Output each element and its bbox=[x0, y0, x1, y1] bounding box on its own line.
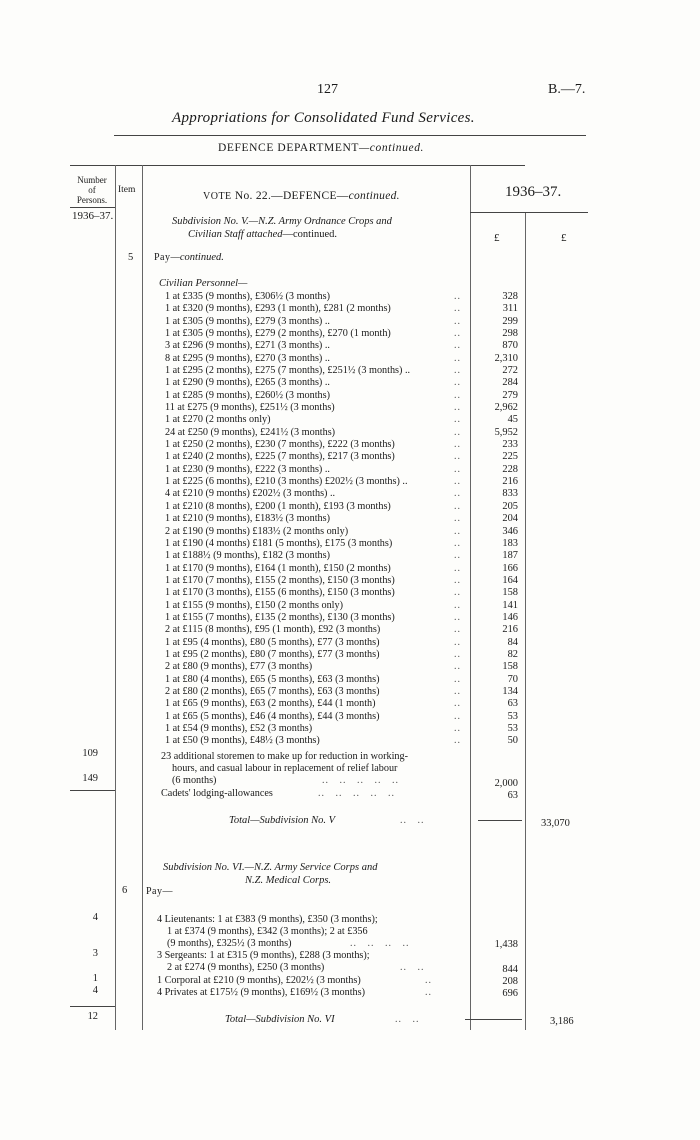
personnel-line: 2 at £80 (2 months), £65 (7 months), £63 (3 months) bbox=[165, 685, 380, 697]
leader-dots: .. bbox=[454, 389, 461, 401]
leader-dots: .. bbox=[454, 735, 461, 747]
persons-header-line: Number bbox=[77, 175, 107, 185]
persons-total-rule bbox=[70, 1006, 115, 1007]
subdivision-v-heading-italic: Civilian Staff attached bbox=[188, 229, 283, 240]
leader-dots: .. bbox=[454, 315, 461, 327]
subdivision-v-total-label: Total—Subdivision No. V bbox=[229, 815, 336, 826]
personnel-line: 1 at £320 (9 months), £293 (1 month), £281 (2 months) bbox=[165, 303, 391, 315]
personnel-amount: 328 bbox=[502, 291, 518, 302]
personnel-amount: 299 bbox=[502, 315, 518, 327]
leader-dots: .. bbox=[454, 550, 461, 562]
personnel-amount: 298 bbox=[502, 328, 518, 339]
leader-dots: .. bbox=[454, 352, 461, 364]
page-title: Appropriations for Consolidated Fund Services. bbox=[172, 110, 475, 126]
personnel-line: 1 at £285 (9 months), £260½ (3 months) bbox=[165, 389, 330, 401]
department-name: DEFENCE DEPARTMENT bbox=[218, 142, 359, 154]
personnel-amount: 233 bbox=[502, 439, 518, 451]
leader-dots: .. bbox=[454, 611, 461, 623]
personnel-line: 1 at £155 (7 months), £135 (2 months), £130 (3 months) bbox=[165, 611, 395, 623]
cadets-allowance-line: Cadets' lodging-allowances bbox=[161, 788, 273, 799]
leader-dots: .. bbox=[454, 439, 461, 451]
personnel-amount: 2,310 bbox=[494, 352, 518, 364]
persons-count: 4 bbox=[92, 985, 98, 996]
leader-dots: .. bbox=[454, 698, 461, 710]
personnel-line: 1 at £240 (2 months), £225 (7 months), £217 (3 months) bbox=[165, 451, 395, 463]
personnel-amount: 134 bbox=[502, 685, 518, 697]
leader-dots: .. bbox=[454, 722, 461, 734]
leader-dots: .. bbox=[454, 661, 461, 673]
leader-dots: .. bbox=[454, 537, 461, 549]
personnel-line: 1 at £80 (4 months), £65 (5 months), £63 (3 months) bbox=[165, 673, 380, 685]
personnel-amount: 164 bbox=[502, 574, 518, 586]
pound-column-2: £ bbox=[561, 232, 567, 244]
document-reference: B.—7. bbox=[548, 82, 586, 97]
personnel-line: 1 at £190 (4 months) £181 (5 months), £175 (3 months) bbox=[165, 537, 393, 549]
personnel-line: 24 at £250 (9 months), £241½ (3 months) bbox=[165, 426, 336, 438]
subdivision-vi-heading-line2: N.Z. Medical Corps. bbox=[245, 875, 332, 886]
personnel-line: 1 at £270 (2 months only) bbox=[165, 414, 271, 426]
personnel-amount: 84 bbox=[507, 636, 518, 648]
amount-column-left-border bbox=[470, 165, 471, 1030]
personnel-amount: 53 bbox=[507, 722, 518, 734]
persons-header-line: Persons. bbox=[76, 195, 108, 205]
leader-dots: .. bbox=[454, 587, 461, 599]
personnel-line: 1 at £95 (2 months), £80 (7 months), £77 (3 months) bbox=[165, 648, 380, 660]
lieutenants-line: 4 Lieutenants: 1 at £383 (9 months), £350 (3 months); bbox=[157, 914, 378, 925]
persons-column-border bbox=[115, 165, 116, 1030]
personnel-line: 1 at £95 (4 months), £80 (5 months), £77 (3 months) bbox=[165, 636, 380, 648]
subdivision-v-total: 33,070 bbox=[541, 818, 570, 829]
personnel-amount: 870 bbox=[502, 340, 518, 352]
personnel-amount: 228 bbox=[502, 463, 518, 475]
subdivision-vi-total-label: Total—Subdivision No. VI bbox=[225, 1014, 335, 1025]
privates-amount: 696 bbox=[502, 988, 518, 999]
personnel-line: 1 at £305 (9 months), £279 (2 months), £270 (1 month) bbox=[165, 328, 391, 339]
personnel-line: 1 at £65 (5 months), £46 (4 months), £44 (3 months) bbox=[165, 710, 380, 722]
item-column-border bbox=[142, 165, 143, 1030]
leader-dots: .. bbox=[454, 365, 461, 376]
item-column-header: Item bbox=[118, 185, 136, 195]
persons-count: 4 bbox=[92, 912, 98, 923]
personnel-amount: 225 bbox=[502, 451, 518, 463]
personnel-amount: 50 bbox=[507, 735, 518, 747]
pay-continued: —continued. bbox=[170, 252, 224, 263]
leader-dots: .. bbox=[454, 500, 461, 512]
personnel-line: 1 at £335 (9 months), £306½ (3 months) bbox=[165, 291, 330, 302]
leader-dots: .. bbox=[454, 685, 461, 697]
personnel-amount: 346 bbox=[502, 525, 518, 537]
personnel-amount: 166 bbox=[502, 562, 518, 574]
personnel-line: 1 at £230 (9 months), £222 (3 months) .. bbox=[165, 463, 330, 475]
item-number: 5 bbox=[128, 252, 134, 263]
personnel-amount: 284 bbox=[502, 377, 518, 389]
personnel-line: 1 at £210 (8 months), £200 (1 month), £193 (3 months) bbox=[165, 500, 391, 512]
leader-dots: .. .. .. .. .. bbox=[318, 788, 395, 799]
amount-column-middle-border bbox=[525, 212, 526, 1030]
leader-dots: .. bbox=[454, 513, 461, 525]
sergeants-line: 3 Sergeants: 1 at £315 (9 months), £288 (3 months); bbox=[157, 950, 370, 961]
personnel-amount: 279 bbox=[502, 389, 518, 401]
corporal-amount: 208 bbox=[502, 976, 518, 987]
personnel-line: 2 at £115 (8 months), £95 (1 month), £92 (3 months) bbox=[165, 624, 381, 636]
sergeants-amount: 844 bbox=[502, 964, 518, 975]
personnel-line: 8 at £295 (9 months), £270 (3 months) .. bbox=[165, 352, 330, 364]
lieutenants-line: (9 months), £325½ (3 months) bbox=[167, 938, 292, 949]
lieutenants-amount: 1,438 bbox=[494, 939, 518, 950]
personnel-line: 1 at £170 (3 months), £155 (6 months), £150 (3 months) bbox=[165, 587, 395, 599]
lieutenants-line: 1 at £374 (9 months), £342 (3 months); 2 at £356 bbox=[167, 926, 368, 937]
vote-prefix: VOTE bbox=[203, 191, 232, 202]
personnel-amount: 45 bbox=[507, 414, 518, 426]
leader-dots: .. bbox=[454, 451, 461, 463]
storemen-amount: 2,000 bbox=[494, 778, 518, 789]
personnel-amount: 183 bbox=[502, 537, 518, 549]
personnel-line: 1 at £250 (2 months), £230 (7 months), £222 (3 months) bbox=[165, 439, 395, 451]
storemen-line: (6 months) bbox=[172, 775, 217, 786]
civilian-personnel-heading: Civilian Personnel— bbox=[159, 278, 248, 289]
pay-heading bbox=[154, 252, 224, 263]
subtotal-rule bbox=[478, 820, 522, 821]
leader-dots: .. bbox=[454, 414, 461, 426]
privates-line: 4 Privates at £175½ (9 months), £169½ (3 months) bbox=[157, 987, 365, 998]
personnel-line: 11 at £275 (9 months), £251½ (3 months) bbox=[165, 402, 335, 414]
persons-total-rule bbox=[70, 790, 115, 791]
leader-dots: .. bbox=[454, 340, 461, 352]
personnel-amount: 216 bbox=[502, 624, 518, 636]
personnel-amount: 158 bbox=[502, 661, 518, 673]
personnel-amount: 187 bbox=[502, 550, 518, 562]
vote-main: No. 22.—DEFENCE— bbox=[234, 190, 349, 202]
personnel-amount: 311 bbox=[502, 303, 518, 315]
persons-total: 149 bbox=[82, 773, 98, 784]
subdivision-vi-total: 3,186 bbox=[550, 1016, 574, 1027]
cadets-amount: 63 bbox=[507, 790, 518, 801]
personnel-line: 2 at £80 (9 months), £77 (3 months) bbox=[165, 661, 313, 673]
leader-dots: .. bbox=[454, 463, 461, 475]
subdivision-v-heading-continued: —continued. bbox=[282, 229, 338, 240]
personnel-line: 1 at £170 (7 months), £155 (2 months), £150 (3 months) bbox=[165, 574, 395, 586]
personnel-line: 1 at £290 (9 months), £265 (3 months) .. bbox=[165, 377, 330, 389]
leader-dots: .. bbox=[454, 636, 461, 648]
leader-dots: .. bbox=[454, 525, 461, 537]
personnel-amount: 63 bbox=[507, 698, 518, 710]
persons-count: 1 bbox=[92, 973, 98, 984]
storemen-line: hours, and casual labour in replacement of relief labour bbox=[172, 763, 398, 774]
personnel-amount: 272 bbox=[502, 365, 518, 376]
personnel-line: 1 at £210 (9 months), £183½ (3 months) bbox=[165, 513, 330, 525]
storemen-line: 23 additional storemen to make up for reduction in working- bbox=[161, 751, 408, 762]
item-number: 6 bbox=[122, 885, 128, 896]
leader-dots: .. bbox=[454, 328, 461, 339]
amount-header-rule bbox=[470, 212, 588, 213]
personnel-amount: 70 bbox=[507, 673, 518, 685]
leader-dots: .. bbox=[454, 710, 461, 722]
personnel-amount: 53 bbox=[507, 710, 518, 722]
personnel-line: 1 at £65 (9 months), £63 (2 months), £44 (1 month) bbox=[165, 698, 376, 710]
persons-column-header bbox=[70, 175, 114, 205]
personnel-amount: 5,952 bbox=[494, 426, 518, 438]
leader-dots: .. bbox=[454, 648, 461, 660]
leader-dots: .. .. bbox=[400, 815, 425, 826]
persons-header-line: of bbox=[88, 185, 96, 195]
personnel-line: 2 at £190 (9 months) £183½ (2 months only) bbox=[165, 525, 349, 537]
subtotal-rule bbox=[465, 1019, 522, 1020]
personnel-amount: 82 bbox=[507, 648, 518, 660]
subdivision-v-heading-line2 bbox=[188, 229, 337, 240]
leader-dots: .. bbox=[454, 476, 461, 488]
personnel-amount: 158 bbox=[502, 587, 518, 599]
department-continued: —continued. bbox=[358, 142, 425, 154]
pay-label: Pay bbox=[154, 252, 171, 263]
persons-count: 3 bbox=[92, 948, 98, 959]
personnel-line: 1 at £155 (9 months), £150 (2 months only) bbox=[165, 599, 343, 611]
leader-dots: .. bbox=[425, 975, 432, 986]
corporal-line: 1 Corporal at £210 (9 months), £202½ (3 months) bbox=[157, 975, 361, 986]
leader-dots: .. bbox=[454, 303, 461, 315]
year-column-header: 1936–37. bbox=[505, 184, 562, 200]
leader-dots: .. .. .. .. .. bbox=[322, 775, 399, 786]
subdivision-vi-heading: Subdivision No. VI.—N.Z. Army Service Corps and bbox=[163, 862, 378, 873]
vote-continued: continued. bbox=[348, 190, 400, 202]
leader-dots: .. bbox=[454, 488, 461, 500]
sergeants-line: 2 at £274 (9 months), £250 (3 months) bbox=[167, 962, 325, 973]
personnel-amount: 833 bbox=[502, 488, 518, 500]
leader-dots: .. bbox=[454, 377, 461, 389]
department-heading bbox=[218, 142, 424, 154]
personnel-line: 1 at £305 (9 months), £279 (3 months) .. bbox=[165, 315, 330, 327]
personnel-amount: 2,962 bbox=[494, 402, 518, 414]
leader-dots: .. .. .. .. bbox=[350, 938, 410, 949]
leader-dots: .. bbox=[454, 673, 461, 685]
personnel-amount: 205 bbox=[502, 500, 518, 512]
persons-header-rule bbox=[70, 207, 115, 208]
table-top-rule bbox=[70, 165, 525, 166]
personnel-line: 1 at £295 (2 months), £275 (7 months), £251½ (3 months) .. bbox=[165, 365, 411, 376]
leader-dots: .. bbox=[454, 291, 461, 302]
leader-dots: .. .. bbox=[395, 1014, 420, 1025]
persons-total: 12 bbox=[87, 1011, 98, 1022]
leader-dots: .. bbox=[425, 987, 432, 998]
personnel-line: 1 at £225 (6 months), £210 (3 months) £202½ (3 months) .. bbox=[165, 476, 408, 488]
vote-heading bbox=[203, 190, 400, 202]
personnel-amount: 146 bbox=[502, 611, 518, 623]
personnel-amount: 204 bbox=[502, 513, 518, 525]
persons-year-label: 1936–37. bbox=[72, 210, 114, 222]
page-number: 127 bbox=[317, 82, 338, 97]
pound-column-1: £ bbox=[494, 232, 500, 244]
personnel-line: 1 at £188½ (9 months), £182 (3 months) bbox=[165, 550, 330, 562]
personnel-line: 1 at £50 (9 months), £48½ (3 months) bbox=[165, 735, 320, 747]
personnel-line: 4 at £210 (9 months) £202½ (3 months) .. bbox=[165, 488, 336, 500]
pay-label: Pay— bbox=[146, 886, 173, 897]
leader-dots: .. bbox=[454, 402, 461, 414]
personnel-amount: 216 bbox=[502, 476, 518, 488]
leader-dots: .. bbox=[454, 599, 461, 611]
personnel-line: 3 at £296 (9 months), £271 (3 months) .. bbox=[165, 340, 330, 352]
leader-dots: .. .. bbox=[400, 962, 425, 973]
personnel-line: 1 at £170 (9 months), £164 (1 month), £150 (2 months) bbox=[165, 562, 391, 574]
leader-dots: .. bbox=[454, 574, 461, 586]
title-rule bbox=[114, 135, 586, 136]
leader-dots: .. bbox=[454, 426, 461, 438]
subdivision-v-heading: Subdivision No. V.—N.Z. Army Ordnance Crops and bbox=[172, 216, 392, 227]
persons-count: 109 bbox=[82, 748, 98, 759]
personnel-line: 1 at £54 (9 months), £52 (3 months) bbox=[165, 722, 313, 734]
leader-dots: .. bbox=[454, 624, 461, 636]
personnel-amount: 141 bbox=[502, 599, 518, 611]
leader-dots: .. bbox=[454, 562, 461, 574]
